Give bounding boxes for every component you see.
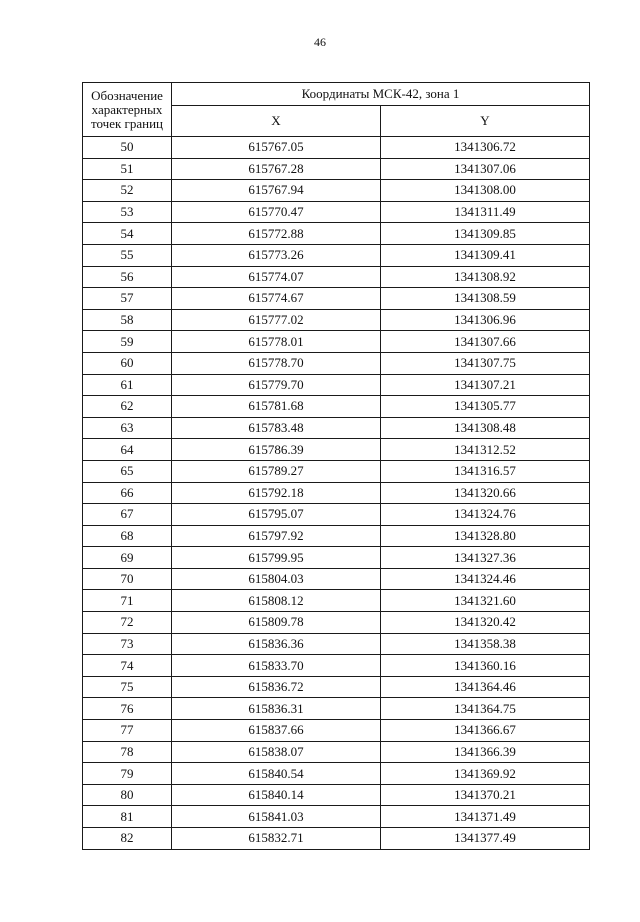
table-row bbox=[83, 828, 590, 850]
y-coordinate-cell: 1341321.60 bbox=[381, 590, 590, 612]
y-coordinate-cell: 1341364.75 bbox=[381, 698, 590, 720]
x-coordinate-cell: 615837.66 bbox=[172, 720, 381, 742]
y-coordinate-cell: 1341309.85 bbox=[381, 223, 590, 245]
y-coordinate-cell: 1341371.49 bbox=[381, 806, 590, 828]
y-coordinate-cell: 1341324.46 bbox=[381, 568, 590, 590]
x-coordinate-cell: 615792.18 bbox=[172, 482, 381, 504]
point-number-cell: 61 bbox=[83, 374, 172, 396]
y-coordinate-cell: 1341308.00 bbox=[381, 180, 590, 202]
x-coordinate-cell: 615833.70 bbox=[172, 655, 381, 677]
table-row bbox=[83, 158, 590, 180]
table-row bbox=[83, 590, 590, 612]
point-number-cell: 50 bbox=[83, 137, 172, 159]
point-number-cell: 70 bbox=[83, 568, 172, 590]
y-coordinate-cell: 1341364.46 bbox=[381, 676, 590, 698]
point-number-cell: 81 bbox=[83, 806, 172, 828]
y-coordinate-cell: 1341320.66 bbox=[381, 482, 590, 504]
x-coordinate-cell: 615774.67 bbox=[172, 288, 381, 310]
y-coordinate-cell: 1341308.92 bbox=[381, 266, 590, 288]
x-coordinate-cell: 615836.72 bbox=[172, 676, 381, 698]
y-coordinate-cell: 1341311.49 bbox=[381, 201, 590, 223]
point-number-cell: 58 bbox=[83, 309, 172, 331]
table-row bbox=[83, 633, 590, 655]
x-coordinate-cell: 615838.07 bbox=[172, 741, 381, 763]
table-row bbox=[83, 525, 590, 547]
y-coordinate-cell: 1341306.72 bbox=[381, 137, 590, 159]
x-coordinate-cell: 615767.28 bbox=[172, 158, 381, 180]
x-coordinate-cell: 615786.39 bbox=[172, 439, 381, 461]
y-coordinate-cell: 1341370.21 bbox=[381, 784, 590, 806]
x-coordinate-cell: 615809.78 bbox=[172, 612, 381, 634]
table-row bbox=[83, 676, 590, 698]
table-row bbox=[83, 568, 590, 590]
point-number-cell: 53 bbox=[83, 201, 172, 223]
y-coordinate-cell: 1341328.80 bbox=[381, 525, 590, 547]
table-body bbox=[83, 137, 590, 850]
table-row bbox=[83, 180, 590, 202]
y-coordinate-cell: 1341327.36 bbox=[381, 547, 590, 569]
x-coordinate-cell: 615795.07 bbox=[172, 504, 381, 526]
y-coordinate-cell: 1341377.49 bbox=[381, 828, 590, 850]
point-number-cell: 67 bbox=[83, 504, 172, 526]
table-row bbox=[83, 374, 590, 396]
point-number-cell: 60 bbox=[83, 352, 172, 374]
table-row bbox=[83, 137, 590, 159]
y-coordinate-cell: 1341309.41 bbox=[381, 244, 590, 266]
x-coordinate-cell: 615840.54 bbox=[172, 763, 381, 785]
x-coordinate-cell: 615777.02 bbox=[172, 309, 381, 331]
x-coordinate-cell: 615832.71 bbox=[172, 828, 381, 850]
x-coordinate-cell: 615770.47 bbox=[172, 201, 381, 223]
table-row bbox=[83, 547, 590, 569]
x-coordinate-cell: 615778.01 bbox=[172, 331, 381, 353]
point-number-cell: 68 bbox=[83, 525, 172, 547]
point-number-cell: 76 bbox=[83, 698, 172, 720]
y-coordinate-cell: 1341324.76 bbox=[381, 504, 590, 526]
point-number-cell: 64 bbox=[83, 439, 172, 461]
x-coordinate-cell: 615779.70 bbox=[172, 374, 381, 396]
point-number-cell: 52 bbox=[83, 180, 172, 202]
point-number-cell: 74 bbox=[83, 655, 172, 677]
table-row bbox=[83, 784, 590, 806]
table-row bbox=[83, 720, 590, 742]
page-number: 46 bbox=[314, 35, 326, 49]
table-row bbox=[83, 482, 590, 504]
x-coordinate-cell: 615799.95 bbox=[172, 547, 381, 569]
table-row bbox=[83, 460, 590, 482]
table-row bbox=[83, 417, 590, 439]
y-coordinate-cell: 1341316.57 bbox=[381, 460, 590, 482]
table-row bbox=[83, 201, 590, 223]
table-row bbox=[83, 244, 590, 266]
y-coordinate-cell: 1341366.39 bbox=[381, 741, 590, 763]
x-coordinate-cell: 615797.92 bbox=[172, 525, 381, 547]
x-coordinate-cell: 615783.48 bbox=[172, 417, 381, 439]
coordinates-table bbox=[82, 82, 590, 850]
point-number-cell: 75 bbox=[83, 676, 172, 698]
table-row bbox=[83, 698, 590, 720]
x-coordinate-cell: 615841.03 bbox=[172, 806, 381, 828]
y-coordinate-cell: 1341312.52 bbox=[381, 439, 590, 461]
x-coordinate-cell: 615773.26 bbox=[172, 244, 381, 266]
x-coordinate-cell: 615767.94 bbox=[172, 180, 381, 202]
x-coordinate-cell: 615840.14 bbox=[172, 784, 381, 806]
point-number-cell: 57 bbox=[83, 288, 172, 310]
y-coordinate-cell: 1341306.96 bbox=[381, 309, 590, 331]
y-coordinate-cell: 1341307.75 bbox=[381, 352, 590, 374]
x-coordinate-cell: 615781.68 bbox=[172, 396, 381, 418]
y-coordinate-cell: 1341308.59 bbox=[381, 288, 590, 310]
x-coordinate-cell: 615772.88 bbox=[172, 223, 381, 245]
table-row bbox=[83, 763, 590, 785]
point-number-cell: 73 bbox=[83, 633, 172, 655]
point-number-cell: 62 bbox=[83, 396, 172, 418]
y-coordinate-cell: 1341307.66 bbox=[381, 331, 590, 353]
table-row bbox=[83, 288, 590, 310]
point-number-cell: 69 bbox=[83, 547, 172, 569]
header-coordinates-group: Координаты МСК-42, зона 1 bbox=[172, 83, 590, 106]
point-number-cell: 55 bbox=[83, 244, 172, 266]
point-number-cell: 59 bbox=[83, 331, 172, 353]
y-coordinate-cell: 1341307.06 bbox=[381, 158, 590, 180]
point-number-cell: 71 bbox=[83, 590, 172, 612]
table-row bbox=[83, 439, 590, 461]
point-number-cell: 77 bbox=[83, 720, 172, 742]
x-coordinate-cell: 615767.05 bbox=[172, 137, 381, 159]
table-header bbox=[83, 83, 590, 137]
x-coordinate-cell: 615778.70 bbox=[172, 352, 381, 374]
header-y: Y bbox=[381, 105, 590, 136]
table-row bbox=[83, 352, 590, 374]
x-coordinate-cell: 615836.36 bbox=[172, 633, 381, 655]
point-number-cell: 79 bbox=[83, 763, 172, 785]
header-x: X bbox=[172, 105, 381, 136]
point-number-cell: 54 bbox=[83, 223, 172, 245]
x-coordinate-cell: 615804.03 bbox=[172, 568, 381, 590]
x-coordinate-cell: 615774.07 bbox=[172, 266, 381, 288]
x-coordinate-cell: 615836.31 bbox=[172, 698, 381, 720]
point-number-cell: 78 bbox=[83, 741, 172, 763]
table-row bbox=[83, 655, 590, 677]
table-row bbox=[83, 331, 590, 353]
point-number-cell: 66 bbox=[83, 482, 172, 504]
point-number-cell: 65 bbox=[83, 460, 172, 482]
y-coordinate-cell: 1341307.21 bbox=[381, 374, 590, 396]
y-coordinate-cell: 1341320.42 bbox=[381, 612, 590, 634]
y-coordinate-cell: 1341358.38 bbox=[381, 633, 590, 655]
y-coordinate-cell: 1341366.67 bbox=[381, 720, 590, 742]
y-coordinate-cell: 1341308.48 bbox=[381, 417, 590, 439]
table-row bbox=[83, 741, 590, 763]
table-row bbox=[83, 806, 590, 828]
table-row bbox=[83, 309, 590, 331]
x-coordinate-cell: 615789.27 bbox=[172, 460, 381, 482]
point-number-cell: 51 bbox=[83, 158, 172, 180]
y-coordinate-cell: 1341360.16 bbox=[381, 655, 590, 677]
table-row bbox=[83, 612, 590, 634]
point-number-cell: 80 bbox=[83, 784, 172, 806]
point-number-cell: 82 bbox=[83, 828, 172, 850]
y-coordinate-cell: 1341369.92 bbox=[381, 763, 590, 785]
table-row bbox=[83, 266, 590, 288]
table-row bbox=[83, 504, 590, 526]
x-coordinate-cell: 615808.12 bbox=[172, 590, 381, 612]
table-row bbox=[83, 396, 590, 418]
point-number-cell: 56 bbox=[83, 266, 172, 288]
point-number-cell: 63 bbox=[83, 417, 172, 439]
point-number-cell: 72 bbox=[83, 612, 172, 634]
y-coordinate-cell: 1341305.77 bbox=[381, 396, 590, 418]
header-point-designation: Обозначение характерных точек границ bbox=[83, 83, 172, 137]
table-row bbox=[83, 223, 590, 245]
